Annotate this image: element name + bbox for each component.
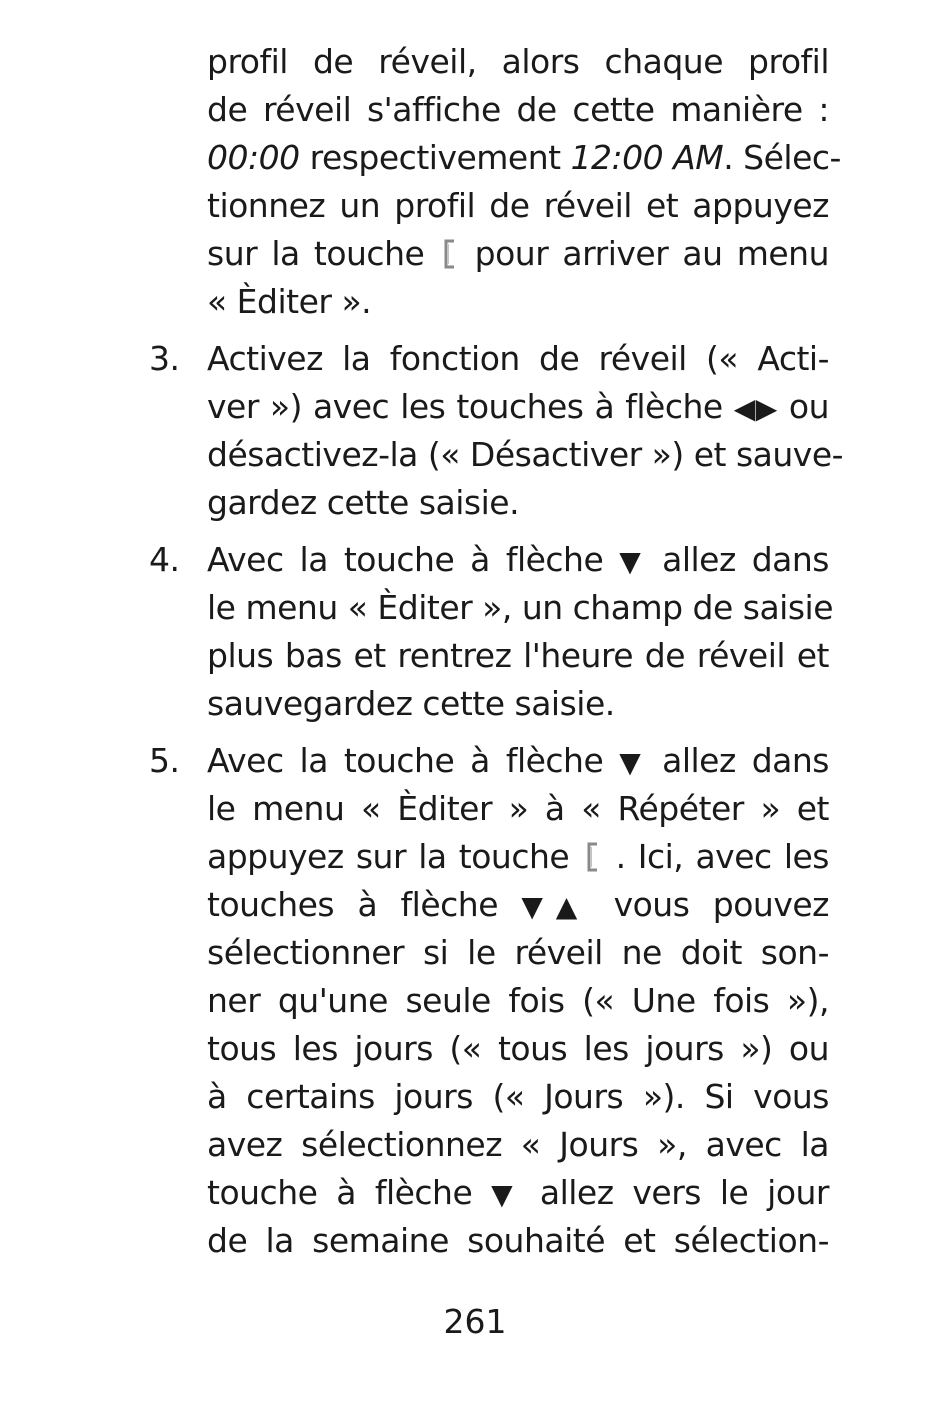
down-arrow-icon: ▼ — [619, 545, 647, 578]
text-fragment: Avec la touche à flèche — [207, 540, 620, 579]
text-line: ner qu'une seule fois (« Une fois »), — [207, 981, 829, 1020]
text-line: profil de réveil, alors chaque profil — [207, 42, 829, 81]
text-fragment: ou — [777, 387, 829, 426]
text-line: sélectionner si le réveil ne doit son- — [207, 933, 829, 972]
down-arrow-icon: ▼ — [619, 746, 647, 779]
text-fragment: allez vers le jour — [521, 1173, 829, 1212]
text-line: sauvegardez cette saisie. — [207, 684, 615, 723]
text-line — [207, 383, 829, 431]
text-fragment: sur la touche — [207, 234, 425, 273]
list-item — [149, 335, 844, 527]
list-number: 3. — [149, 339, 180, 378]
text-fragment: . Ici, avec les — [615, 837, 829, 876]
text-line: Activez la fonction de réveil (« Acti- — [207, 339, 829, 378]
text-fragment: touches à flèche — [207, 885, 522, 924]
text-line: tionnez un profil de réveil et appuyez — [207, 186, 829, 225]
text-fragment: respectivement — [299, 138, 571, 177]
text-line: « Èditer ». — [207, 282, 372, 321]
text-line: le menu « Èditer », un champ de saisie — [207, 588, 834, 627]
text-line: avez sélectionnez « Jours », avec la — [207, 1125, 829, 1164]
left-right-arrow-icon: ◀▶ — [733, 392, 778, 425]
text-fragment: pour arriver au menu — [474, 234, 829, 273]
body-text — [149, 38, 844, 1265]
text-line — [207, 134, 841, 182]
left-softkey-icon — [585, 842, 599, 872]
text-line — [207, 230, 829, 278]
page-number: 261 — [443, 1302, 507, 1341]
continuation-paragraph — [207, 38, 841, 326]
text-fragment: touche à flèche — [207, 1173, 492, 1212]
text-fragment: appuyez sur la touche — [207, 837, 570, 876]
list-item — [149, 536, 834, 728]
text-line — [207, 881, 829, 929]
list-number: 5. — [149, 741, 180, 780]
text-fragment: allez dans — [646, 741, 829, 780]
text-line — [207, 1169, 829, 1217]
text-line: gardez cette saisie. — [207, 483, 520, 522]
time-24h: 00:00 — [207, 138, 300, 177]
text-line: de réveil s'affiche de cette manière : — [207, 90, 829, 129]
text-fragment: allez dans — [646, 540, 829, 579]
text-fragment: . Sélec- — [723, 138, 841, 177]
list-item — [149, 737, 829, 1265]
text-fragment: ver ») avec les touches à flèche — [207, 387, 734, 426]
text-line: à certains jours (« Jours »). Si vous — [207, 1077, 829, 1116]
down-up-arrow-icon: ▼▲ — [521, 890, 591, 923]
down-arrow-icon: ▼ — [491, 1178, 522, 1211]
left-softkey-icon — [442, 239, 456, 269]
text-line: plus bas et rentrez l'heure de réveil et — [207, 636, 829, 675]
text-line: le menu « Èditer » à « Répéter » et — [207, 789, 829, 828]
list-number: 4. — [149, 540, 180, 579]
text-line: tous les jours (« tous les jours ») ou — [207, 1029, 829, 1068]
text-line — [207, 833, 829, 881]
text-line — [207, 536, 829, 584]
text-fragment: vous pouvez — [590, 885, 829, 924]
text-line: désactivez-la (« Désactiver ») et sauve- — [207, 435, 844, 474]
time-12h: 12:00 AM — [570, 138, 724, 177]
text-line — [207, 737, 829, 785]
text-fragment: Avec la touche à flèche — [207, 741, 620, 780]
text-line: de la semaine souhaité et sélection- — [207, 1221, 829, 1260]
